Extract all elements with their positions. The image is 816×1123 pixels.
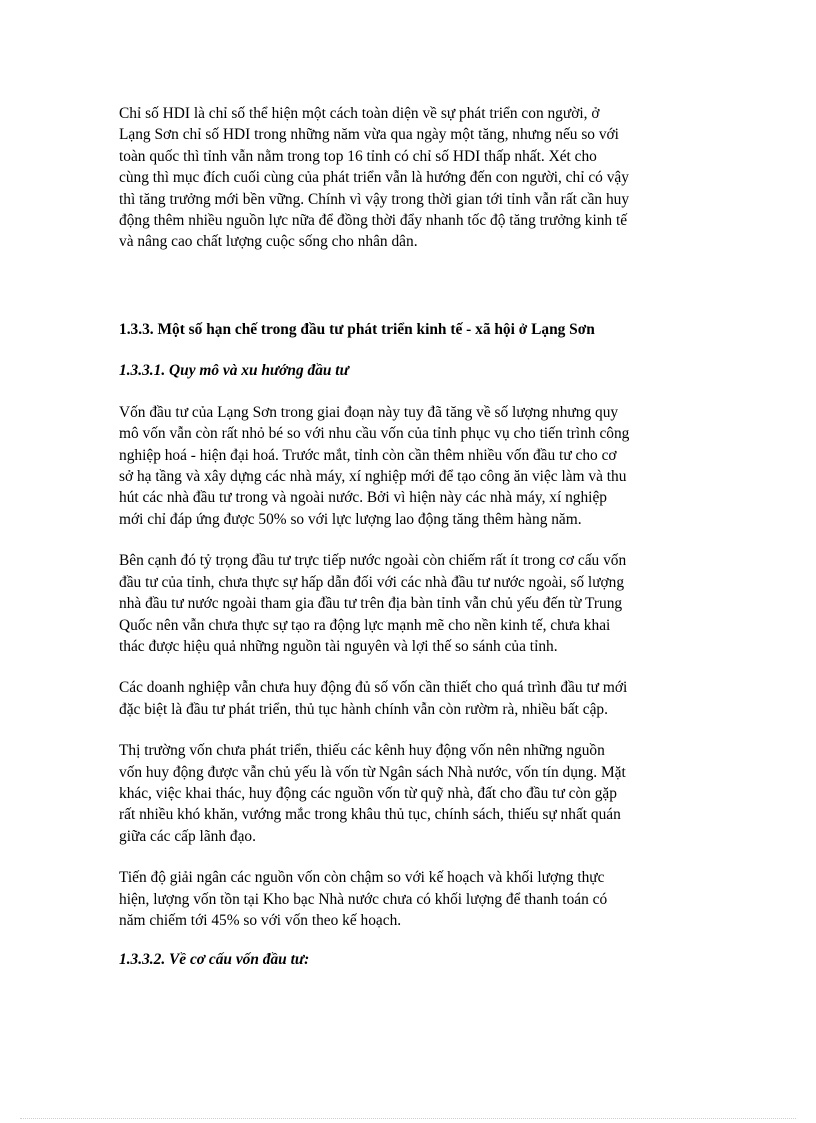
text-line: nghiệp hoá - hiện đại hoá. Trước mắt, tỉnh còn cần thêm nhiều vốn đầu tư cho cơ (119, 446, 617, 464)
text-line: khác, việc khai thác, huy động các nguồn vốn từ quỹ nhà, đất cho đầu tư còn gặp (119, 784, 617, 802)
text-line: động thêm nhiều nguồn lực nữa để đồng thời đẩy nhanh tốc độ tăng trưởng kinh tế (119, 212, 628, 230)
subsection-heading-structure: 1.3.3.2. Về cơ cấu vốn đầu tư: (119, 951, 310, 969)
text-line: mô vốn vẫn còn rất nhỏ bé so với nhu cầu vốn của tỉnh phục vụ cho tiến trình công (119, 425, 630, 443)
text-line: giữa các cấp lãnh đạo. (119, 827, 256, 845)
text-line: rất nhiều khó khăn, vướng mắc trong khâu thủ tục, chính sách, thiếu sự nhất quán (119, 806, 621, 824)
text-line: Thị trường vốn chưa phát triển, thiếu các kênh huy động vốn nên những nguồn (119, 742, 605, 760)
text-line: đầu tư của tỉnh, chưa thực sự hấp dẫn đối với các nhà đầu tư nước ngoài, số lượng (119, 573, 625, 591)
paragraph-disbursement (119, 867, 701, 931)
text-line: đặc biệt là đầu tư phát triển, thủ tục hành chính vẫn còn rườm rà, nhiều bất cập. (119, 700, 608, 718)
text-line: Các doanh nghiệp vẫn chưa huy động đủ số vốn cần thiết cho quá trình đầu tư mới (119, 679, 628, 697)
page-bottom-rule (20, 1118, 796, 1119)
text-line: Chỉ số HDI là chỉ số thể hiện một cách toàn diện về sự phát triển con người, ở (119, 105, 600, 122)
paragraph-fdi (119, 550, 701, 657)
paragraph-enterprise (119, 677, 701, 720)
text-line: cùng thì mục đích cuối cùng của phát triển vẫn là hướng đến con người, chỉ có vậy (119, 169, 629, 187)
text-line: thác được hiệu quả những nguồn tài nguyên và lợi thế so sánh của tỉnh. (119, 637, 558, 655)
text-line: Tiến độ giải ngân các nguồn vốn còn chậm so với kế hoạch và khối lượng thực (119, 869, 605, 887)
document-page (119, 96, 701, 971)
paragraph-capital (119, 402, 701, 530)
text-line: hút các nhà đầu tư trong và ngoài nước. Bởi vì hiện này các nhà máy, xí nghiệp (119, 489, 607, 507)
text-line: toàn quốc thì tỉnh vẫn nằm trong top 16 tỉnh có chỉ số HDI thấp nhất. Xét cho (119, 147, 597, 165)
text-line: sở hạ tầng và xây dựng các nhà máy, xí nghiệp mới để tạo công ăn việc làm và thu (119, 468, 627, 486)
text-line: Lạng Sơn chỉ số HDI trong những năm vừa qua ngày một tăng, nhưng nếu so với (119, 126, 619, 144)
text-line: Quốc nên vẫn chưa thực sự tạo ra động lực mạnh mẽ cho nền kinh tế, chưa khai (119, 616, 611, 634)
text-line: năm chiếm tới 45% so với vốn theo kế hoạch. (119, 911, 402, 929)
subsection-heading-scale: 1.3.3.1. Quy mô và xu hướng đầu tư (119, 361, 349, 379)
text-line: mới chỉ đáp ứng được 50% so với lực lượng lao động tăng thêm hàng năm. (119, 510, 582, 528)
text-line: vốn huy động được vẫn chủ yếu là vốn từ Ngân sách Nhà nước, vốn tín dụng. Mặt (119, 763, 626, 781)
text-line: và nâng cao chất lượng cuộc sống cho nhân dân. (119, 233, 418, 251)
text-line: Vốn đầu tư của Lạng Sơn trong giai đoạn này tuy đã tăng về số lượng nhưng quy (119, 403, 619, 421)
paragraph-hdi (119, 103, 701, 253)
text-line: nhà đầu tư nước ngoài tham gia đầu tư trên địa bàn tỉnh vẫn chủ yếu đến từ Trung (119, 595, 623, 613)
text-line: Bên cạnh đó tỷ trọng đầu tư trực tiếp nước ngoài còn chiếm rất ít trong cơ cấu vốn (119, 552, 627, 570)
text-line: thì tăng trưởng mới bền vững. Chính vì vậy trong thời gian tới tỉnh vẫn rất cần huy (119, 190, 630, 208)
text-line: hiện, lượng vốn tồn tại Kho bạc Nhà nước chưa có khối lượng để thanh toán có (119, 890, 608, 908)
section-heading: 1.3.3. Một số hạn chế trong đầu tư phát triển kinh tế - xã hội ở Lạng Sơn (119, 320, 595, 338)
paragraph-market (119, 740, 701, 847)
